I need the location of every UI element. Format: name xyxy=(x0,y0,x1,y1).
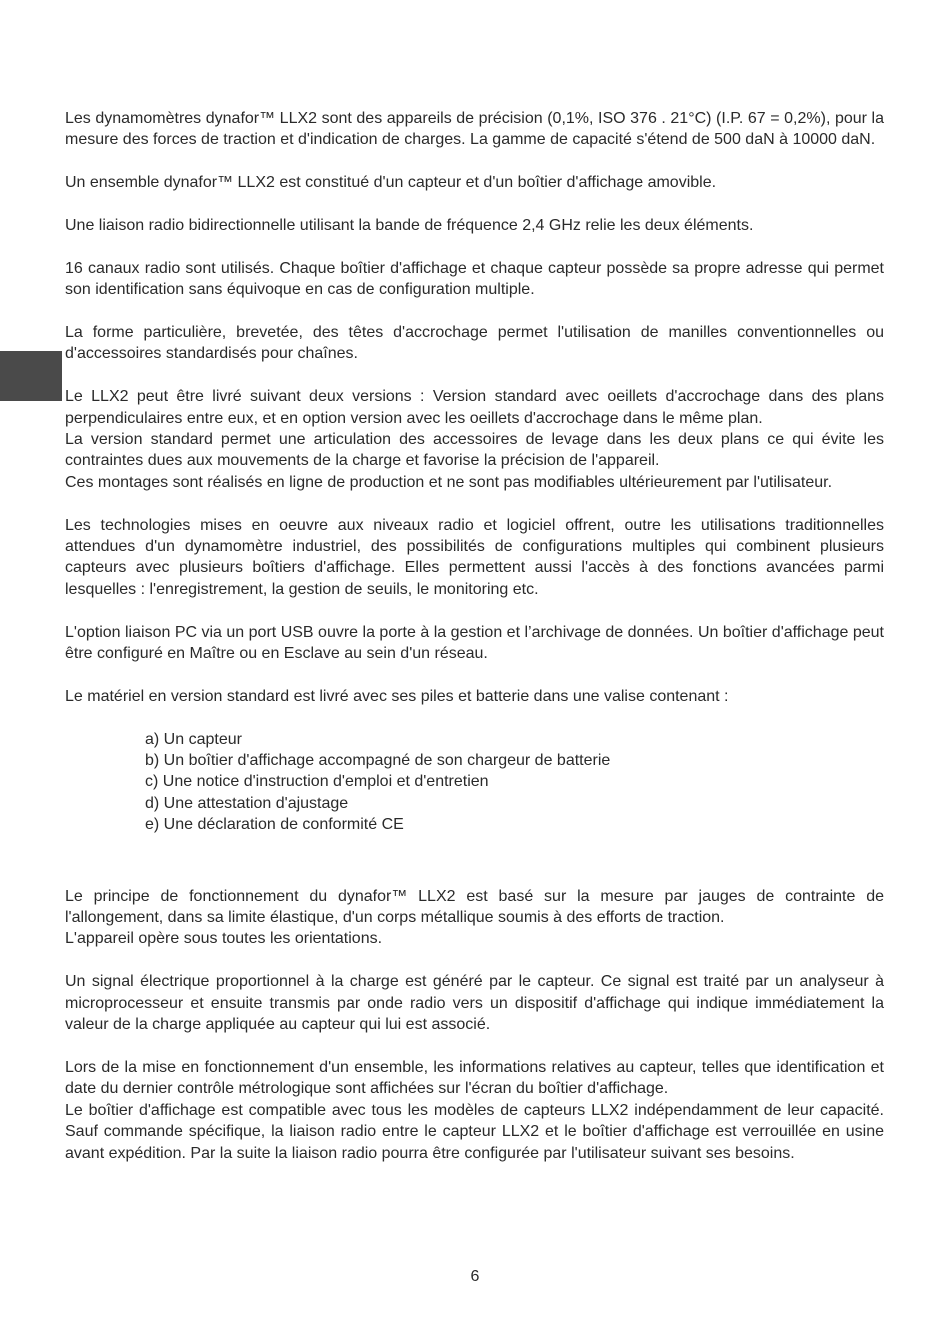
startup-line: Lors de la mise en fonctionnement d'un ensemble, les informations relatives au capteur, telles que identification et date du dernier contrôle métrologique sont affichées sur l'écran du boîtier d'affichage. xyxy=(65,1058,884,1098)
paragraph-principle xyxy=(65,886,884,950)
paragraph-delivery: Le matériel en version standard est livré avec ses piles et batterie dans une valise contenant : xyxy=(65,687,729,705)
principle-line: Le principe de fonctionnement du dynafor™ LLX2 est basé sur la mesure par jauges de contrainte de l'allongement, dans sa limite élastique, d'un corps métallique soumis à des efforts de traction. xyxy=(65,887,884,927)
paragraph-radio-link: Une liaison radio bidirectionnelle utilisant la bande de fréquence 2,4 GHz relie les deux éléments. xyxy=(65,217,754,234)
versions-line: Le LLX2 peut être livré suivant deux versions : Version standard avec oeillets d'accrochage dans des plans perpendiculaires entre eux, et en option version avec les oeillets d'accrochage dans le même plan. xyxy=(65,388,884,427)
paragraph-hook-heads: La forme particulière, brevetée, des têtes d'accrochage permet l'utilisation de manilles conventionnelles ou d'accessoires standardisés pour chaînes. xyxy=(65,324,884,363)
paragraph-intro: Les dynamomètres dynafor™ LLX2 sont des appareils de précision (0,1%, ISO 376 . 21°C) (I.P. 67 = 0,2%), pour la mesure des forces de traction et d'indication de charges. La gamme de capacité s'étend de 500 daN à 10000 daN. xyxy=(65,110,884,149)
list-item: a) Un capteur xyxy=(145,730,242,748)
list-item: b) Un boîtier d'affichage accompagné de son chargeur de batterie xyxy=(145,752,611,770)
principle-line: L'appareil opère sous toutes les orientations. xyxy=(65,930,383,948)
paragraph-signal: Un signal électrique proportionnel à la charge est généré par le capteur. Ce signal est traité par un analyseur à microprocesseur et ensuite transmis par onde radio vers un dispositif d'affichage qui indique immédiatement la valeur de la charge appliquée au capteur qui lui est associé. xyxy=(65,973,884,1034)
document-body xyxy=(65,108,884,1185)
paragraph-radio-channels: 16 canaux radio sont utilisés. Chaque boîtier d'affichage et chaque capteur possède sa propre adresse qui permet son identification sans équivoque en cas de configuration multiple. xyxy=(65,259,884,299)
language-tab-marker xyxy=(0,351,62,401)
list-item: e) Une déclaration de conformité CE xyxy=(145,816,404,834)
startup-line: Le boîtier d'affichage est compatible avec tous les modèles de capteurs LLX2 indépendamment de leur capacité. Sauf commande spécifique, la liaison radio entre le capteur LLX2 et le boîtier d'affichage est verrouillée en usine avant expédition. Par la suite la liaison radio pourra être configurée par l'utilisateur suivant ses besoins. xyxy=(65,1101,884,1162)
list-item: d) Une attestation d'ajustage xyxy=(145,794,349,812)
page-number: 6 xyxy=(470,1268,480,1285)
list-item: c) Une notice d'instruction d'emploi et d'entretien xyxy=(145,773,489,791)
versions-line: La version standard permet une articulation des accessoires de levage dans les deux plans ce qui évite les contraintes dues aux mouvements de la charge et favorise la précision de l'appareil. xyxy=(65,431,884,470)
paragraph-technologies: Les technologies mises en oeuvre aux niveaux radio et logiciel offrent, outre les utilisations traditionnelles attendues d'un dynamomètre industriel, des possibilités de configurations multiples qui combinent plusieurs capteurs avec plusieurs boîtiers d'affichage. Elles permettent aussi l'accès à des fonctions avancées parmi lesquelles : l'enregistrement, la gestion de seuils, le monitoring etc. xyxy=(65,516,884,598)
delivery-contents-list xyxy=(145,729,884,836)
paragraph-assembly: Un ensemble dynafor™ LLX2 est constitué d'un capteur et d'un boîtier d'affichage amovible. xyxy=(65,174,717,192)
paragraph-startup xyxy=(65,1057,884,1164)
paragraph-pc-link: L'option liaison PC via un port USB ouvre la porte à la gestion et l’archivage de données. Un boîtier d'affichage peut être configuré en Maître ou en Esclave au sein d'un réseau. xyxy=(65,623,884,663)
paragraph-versions xyxy=(65,386,884,493)
versions-line: Ces montages sont réalisés en ligne de production et ne sont pas modifiables ultérieurement par l'utilisateur. xyxy=(65,473,833,491)
